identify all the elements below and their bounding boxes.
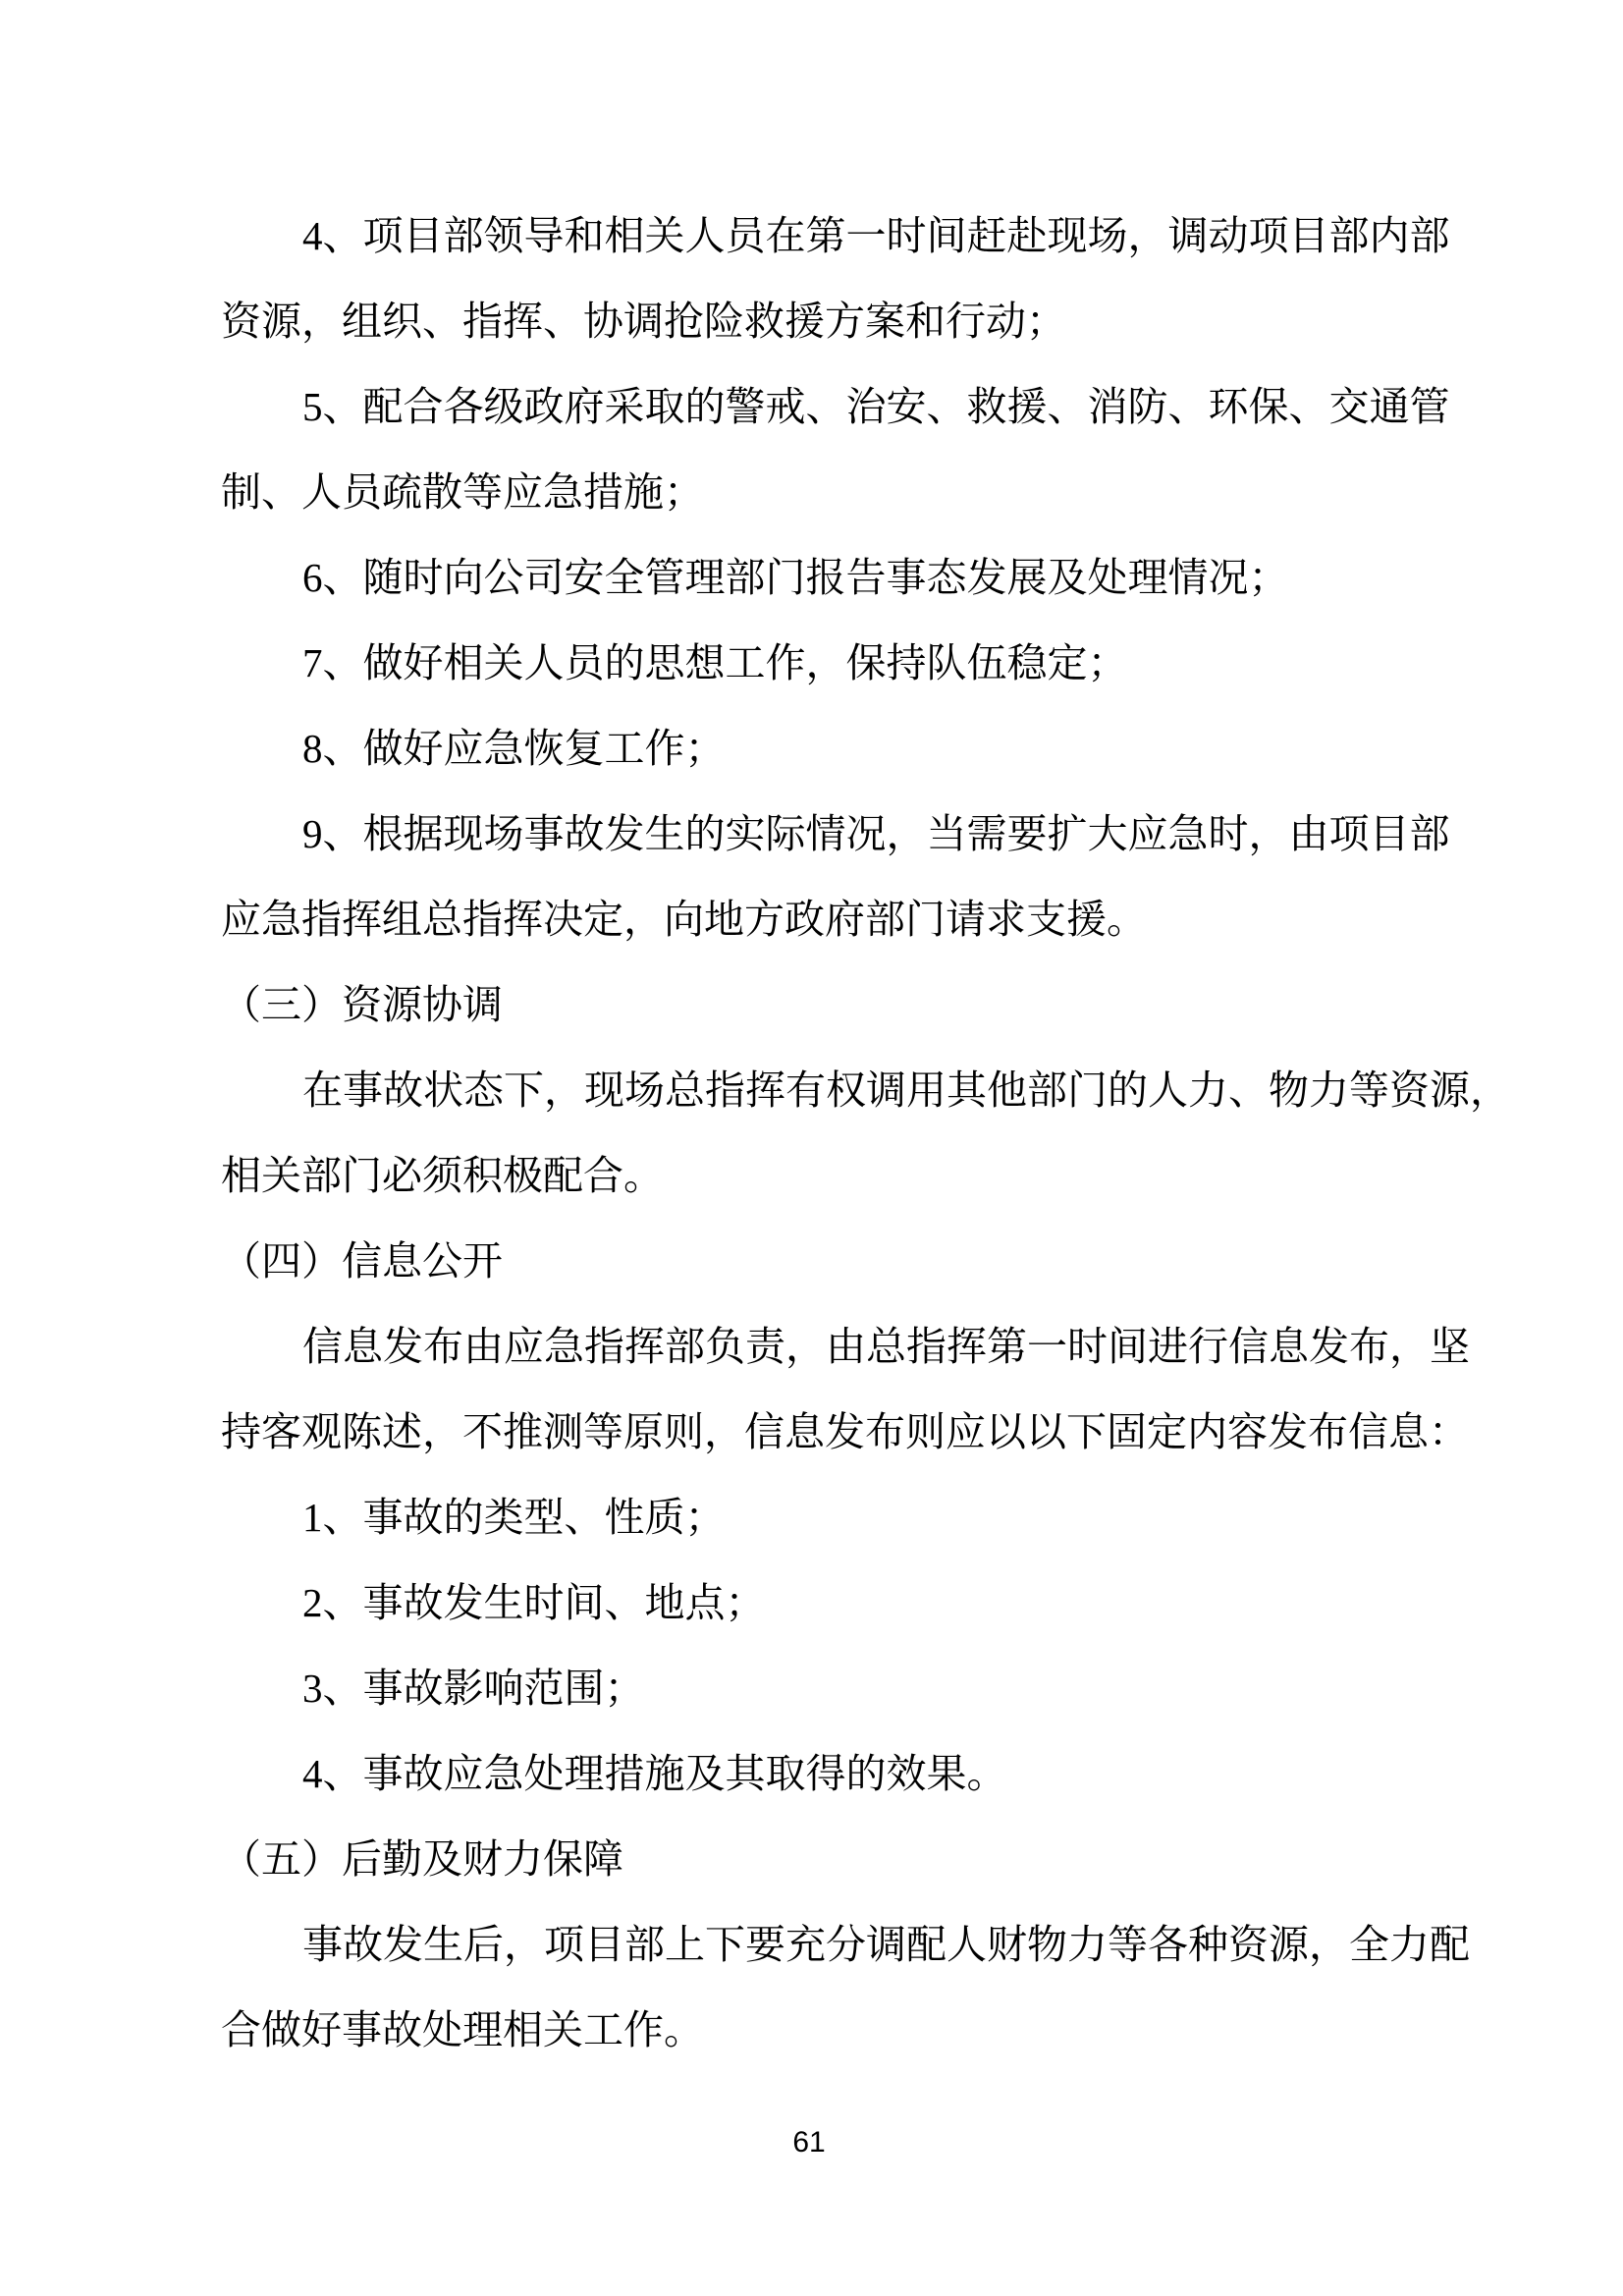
- text-line: 在事故状态下，现场总指挥有权调用其他部门的人力、物力等资源，: [302, 1067, 1510, 1113]
- page-number: 61: [792, 2126, 826, 2159]
- text-line: 9、根据现场事故发生的实际情况，当需要扩大应急时，由项目部: [302, 811, 1450, 856]
- text-line: 1、事故的类型、性质；: [302, 1495, 726, 1540]
- text-line: 资源，组织、指挥、协调抢险救援方案和行动；: [221, 299, 1066, 344]
- text-line: 8、做好应急恢复工作；: [302, 726, 726, 771]
- text-line: 信息发布由应急指挥部负责，由总指挥第一时间进行信息发布，坚: [302, 1324, 1470, 1369]
- text-line: 相关部门必须积极配合。: [221, 1153, 664, 1198]
- section-heading: （三）资源协调: [221, 982, 503, 1027]
- text-line: 3、事故影响范围；: [302, 1666, 645, 1711]
- text-line: 应急指挥组总指挥决定，向地方政府部门请求支援。: [221, 897, 1147, 942]
- text-line: 制、人员疏散等应急措施；: [221, 469, 704, 515]
- text-line: 6、随时向公司安全管理部门报告事态发展及处理情况；: [302, 555, 1289, 600]
- text-line: 持客观陈述，不推测等原则，信息发布则应以以下固定内容发布信息：: [221, 1409, 1469, 1454]
- text-line: 事故发生后，项目部上下要充分调配人财物力等各种资源，全力配: [302, 1922, 1470, 1967]
- section-heading: （五）后勤及财力保障: [221, 1836, 623, 1882]
- document-body: [221, 193, 1510, 2073]
- text-line: 5、配合各级政府采取的警戒、治安、救援、消防、环保、交通管: [302, 384, 1450, 429]
- text-line: 4、事故应急处理措施及其取得的效果。: [302, 1751, 1007, 1796]
- text-line: 2、事故发生时间、地点；: [302, 1580, 766, 1625]
- section-heading: （四）信息公开: [221, 1238, 503, 1284]
- text-line: 7、做好相关人员的思想工作，保持队伍稳定；: [302, 640, 1128, 685]
- text-line: 合做好事故处理相关工作。: [221, 2007, 704, 2052]
- text-line: 4、项目部领导和相关人员在第一时间赶赴现场，调动项目部内部: [302, 213, 1450, 258]
